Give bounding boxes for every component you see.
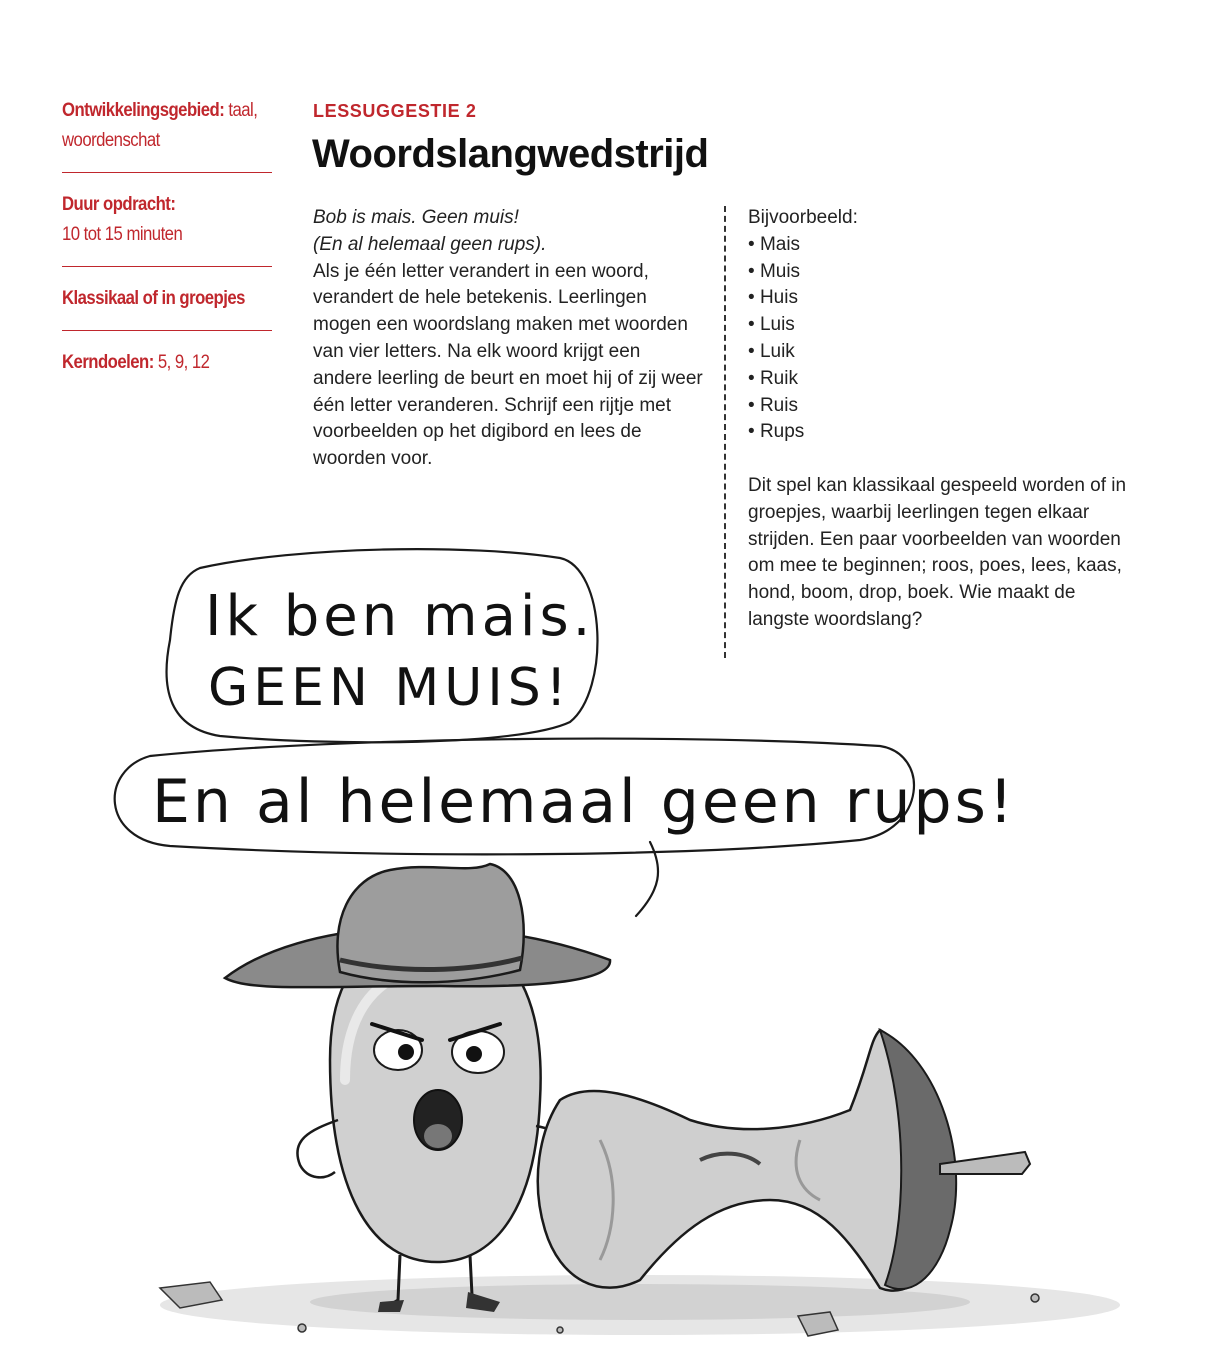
meta-divider	[62, 172, 272, 173]
bubble-2-text: En al helemaal geen rups!	[152, 767, 1016, 837]
list-item: • Rups	[748, 419, 1128, 446]
core-goals: Kerndoelen: 5, 9, 12	[62, 352, 210, 373]
example-heading: Bijvoorbeeld:	[748, 207, 858, 228]
lesson-kicker: LESSUGGESTIE 2	[313, 101, 477, 121]
bubble-1-line-1: Ik ben mais.	[205, 584, 595, 649]
bubble-1-line-2: GEEN MUIS!	[208, 658, 572, 718]
list-item: • Ruik	[748, 366, 1128, 393]
development-area: Ontwikkelingsgebied: taal, woordenschat	[62, 100, 258, 151]
meta-divider	[62, 266, 272, 267]
list-item: • Luis	[748, 312, 1128, 339]
corn-character-illustration	[0, 540, 1210, 1370]
assignment-duration-value: 10 tot 15 minuten	[62, 224, 183, 245]
example-word-list	[748, 232, 1128, 446]
page-title: Woordslangwedstrijd	[312, 132, 709, 176]
apple-core-illustration	[538, 1030, 1030, 1291]
intro-line-2: (En al helemaal geen rups).	[313, 233, 547, 255]
lesson-setting: Klassikaal of in groepjes	[62, 288, 245, 309]
lesson-meta-sidebar	[62, 96, 272, 378]
lesson-body: Als je één letter verandert in een woord, verandert de hele betekenis. Leerlingen mogen een woordslang maken met woorden van vier letters. Na elk woord krijgt een andere leerling de beurt en moet hij of zij weer één letter veranderen. Schrijf een rijtje met voorbeelden op het digibord en lees de woorden voor.	[313, 260, 703, 470]
list-item: • Luik	[748, 339, 1128, 366]
closing-paragraph: Dit spel kan klassikaal gespeeld worden of in groepjes, waarbij leerlingen tegen elkaar strijden. Een paar voorbeelden van woorden om mee te beginnen; roos, poes, lees, kaas, hond, boom, drop, boek. Wie maakt de langste woordslang?	[748, 474, 1127, 630]
list-item: • Huis	[748, 285, 1128, 312]
list-item: • Mais	[748, 232, 1128, 259]
core-goals-value: 5, 9, 12	[157, 352, 210, 373]
assignment-duration: Duur opdracht: 10 tot 15 minuten	[62, 194, 183, 245]
list-item: • Ruis	[748, 393, 1128, 420]
list-item: • Muis	[748, 259, 1128, 286]
development-area-value: taal, woordenschat	[62, 100, 258, 151]
intro-line-1: Bob is mais. Geen muis!	[313, 207, 519, 228]
meta-divider	[62, 330, 272, 331]
lesson-description	[313, 205, 703, 473]
